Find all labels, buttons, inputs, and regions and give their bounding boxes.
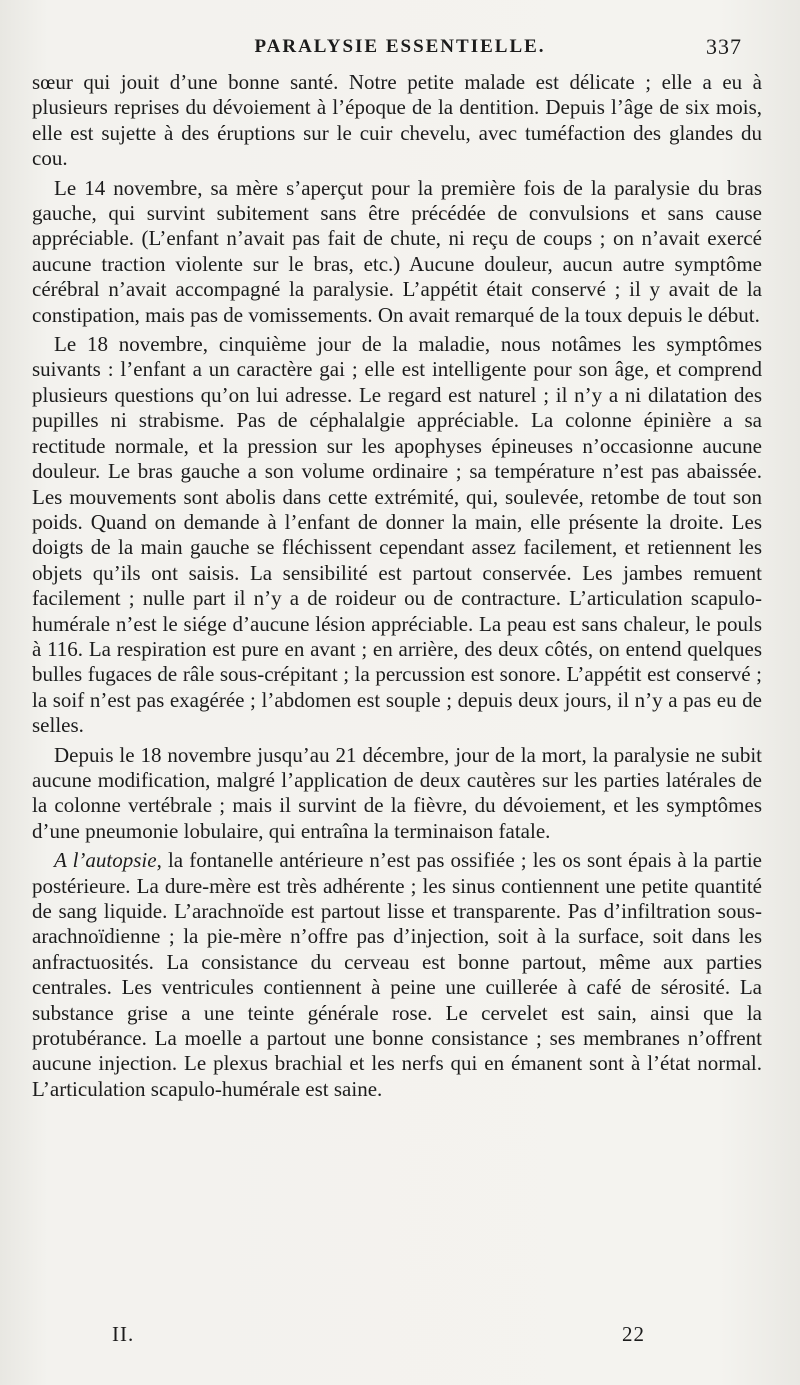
running-title: PARALYSIE ESSENTIELLE. [254,36,546,57]
gathering-number: 22 [622,1322,645,1346]
page-footer [0,1322,800,1352]
paragraph-symptoms: Le 18 novembre, cinquième jour de la maladie, nous notâmes les symptômes suivants : l’enfant a un caractère gai ; elle est intelligente pour son âge, et comprend plusieurs questions qu’on lui adresse. Le regard est naturel ; il n’y a ni dilatation des pupilles ni strabisme. Pas de céphalalgie appréciable. La colonne épinière a sa rectitude normale, et la pression sur les apophyses épineuses n’occasionne aucune douleur. Le bras gauche a son volume ordinaire ; sa température n’est pas abaissée. Les mouvements sont abolis dans cette extrémité, qui, soulevée, retombe de tout son poids. Quand on demande à l’enfant de donner la main, elle présente la droite. Les doigts de la main gauche se fléchissent cependant assez facilement, et retiennent les objets qu’ils ont saisis. La sensibilité est partout conservée. Les jambes remuent facilement ; nulle part il n’y a de roideur ou de contracture. L’articulation scapulo-humérale n’est le siége d’aucune lésion appréciable. La peau est sans chaleur, le pouls à 116. La respiration est pure en avant ; en arrière, des deux côtés, on entend quelques bulles fugaces de râle sous-crépitant ; la percussion est sonore. L’appétit est conservé ; la soif n’est pas exagérée ; l’abdomen est souple ; depuis deux jours, il n’y a pas eu de selles. [32,332,762,738]
paragraph-autopsy [32,848,762,1102]
paragraph-onset: Le 14 novembre, sa mère s’aperçut pour la première fois de la paralysie du bras gauche, qui survint subitement sans être précédée de convulsions et sans cause appréciable. (L’enfant n’avait pas fait de chute, ni reçu de coups ; on n’avait exercé aucune traction violente sur le bras, etc.) Aucune douleur, aucun autre symptôme cérébral n’avait accompagné la paralysie. L’appétit était conservé ; il y avait de la constipation, mais pas de vomissements. On avait remarqué de la toux depuis le début. [32,175,762,327]
page-number: 337 [706,34,742,59]
autopsy-lead: A l’autopsie [54,848,157,873]
paragraph-course: Depuis le 18 novembre jusqu’au 21 décembre, jour de la mort, la paralysie ne subit aucune modification, malgré l’application de deux cautères sur les parties latérales de la colonne vertébrale ; mais il survint de la fièvre, du dévoiement, et les symptômes d’une pneumonie lobulaire, qui entraîna la terminaison fatale. [32,742,762,843]
body-text [32,70,762,1102]
running-head [0,36,800,66]
volume-signature: II. [112,1322,135,1346]
paragraph-continuation: sœur qui jouit d’une bonne santé. Notre petite malade est délicate ; elle a eu à plusieurs reprises du dévoiement à l’époque de la dentition. Depuis l’âge de six mois, elle est sujette à des éruptions sur le cuir chevelu, avec tuméfaction des glandes du cou. [32,70,762,171]
autopsy-text: , la fontanelle antérieure n’est pas ossifiée ; les os sont épais à la partie postérieure. La dure-mère est très adhérente ; les sinus contiennent une petite quantité de sang liquide. L’arachnoïde est partout lisse et transparente. Pas d’infiltration sous-arachnoïdienne ; la pie-mère n’offre pas d’injection, soit à la surface, soit dans les anfractuosités. La consistance du cerveau est bonne partout, même aux parties centrales. Les ventricules contiennent à peine une cuillerée à café de sérosité. La substance grise a une teinte générale rose. Le cervelet est sain, ainsi que la protubérance. La moelle a partout une bonne consistance ; ses membranes n’offrent aucune injection. Le plexus brachial et les nerfs qui en émanent sont à l’état normal. L’articulation scapulo-humérale est saine. [32,848,762,1101]
